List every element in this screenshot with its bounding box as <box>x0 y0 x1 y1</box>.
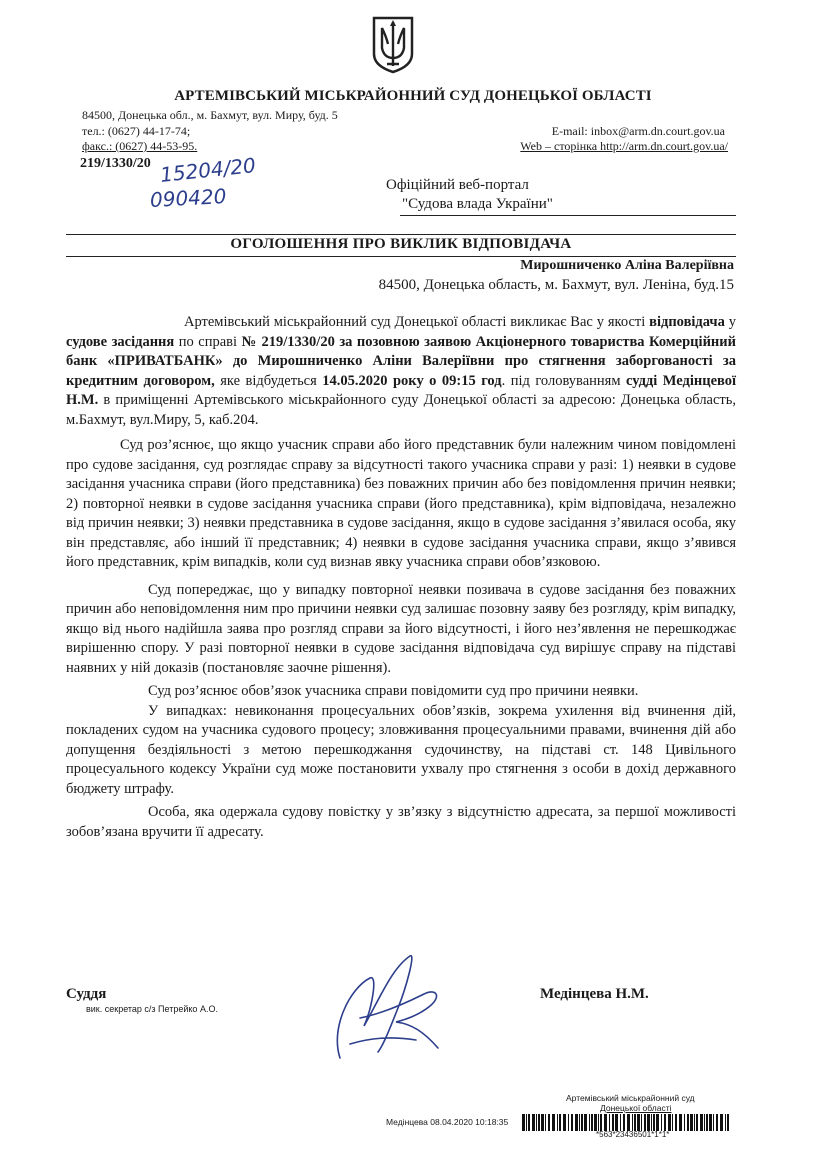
text: . під головуванням <box>501 372 626 389</box>
divider <box>400 215 736 216</box>
text-bold: відповідача <box>649 314 725 330</box>
portal-line-2: "Судова влада України" <box>402 196 553 212</box>
divider <box>66 256 736 257</box>
recipient-name: Мирошниченко Аліна Валеріївна <box>520 258 734 273</box>
portal-line-1: Офіційний веб-портал <box>386 177 529 193</box>
court-address: 84500, Донецька обл., м. Бахмут, вул. Миру, буд. 5 <box>82 108 338 122</box>
text-bold: 14.05.2020 року о 09:15 год <box>322 372 502 389</box>
paragraph-fine: У випадках: невиконання процесуальних обов’язків, зокрема ухилення від вчинення дій, покладених судом на учасника судового процесу; зловживання процесуальними правами, вчинення дій або допущення бездіяльності з метою перешкоджання судочинству, на підставі ст. 148 Цивільного процесуального кодексу України суд може постановити ухвалу про стягнення з особи в дохід державного бюджету штрафу. <box>66 702 736 797</box>
court-website: Web – сторінка http://arm.dn.court.gov.ua/ <box>520 139 728 153</box>
recipient-address: 84500, Донецька область, м. Бахмут, вул. Леніна, буд.15 <box>378 277 734 293</box>
text-bold: судове засідання <box>66 333 175 350</box>
text: у <box>724 314 736 330</box>
divider <box>66 234 736 235</box>
stamp-court: Артемівський міськрайонний суд <box>566 1093 695 1103</box>
text: яке відбудеться <box>214 372 323 389</box>
text-bold: судді Медінцевої Н.М. <box>66 372 737 408</box>
court-phone: тел.: (0627) 44-17-74; <box>82 124 191 138</box>
text: в приміщенні Артемівського міськрайонного суду Донецької області за адресою: Донецька область, м.Бахмут, вул.Миру, 5, каб.204. <box>66 392 736 428</box>
trident-emblem-icon <box>370 14 416 74</box>
handwritten-date: 090420 <box>149 184 227 212</box>
case-reference: 219/1330/20 <box>80 156 151 171</box>
handwritten-number: 15204/20 <box>159 153 257 187</box>
signature-icon <box>320 948 460 1070</box>
text: Артемівський міськрайонний суд Донецької області викликає Вас у якості <box>184 314 650 330</box>
judge-name: Медінцева Н.М. <box>540 986 649 1002</box>
paragraph-duty: Суд роз’яснює обов’язок учасника справи повідомити суд про причини неявки. <box>148 683 639 699</box>
text-bold: № 219/1330/20 за позовною заявою Акціонерного товариства Комерційний банк «ПРИВАТБАНК» до Мирошниченко Аліни Валеріївни про стягнення заборгованості за кредитним договором, <box>66 333 736 389</box>
document-heading: ОГОЛОШЕННЯ ПРО ВИКЛИК ВІДПОВІДАЧА <box>230 236 572 252</box>
barcode-number: *563*23436501*1*1* <box>596 1130 670 1139</box>
court-email: E-mail: inbox@arm.dn.court.gov.ua <box>551 124 725 138</box>
court-name: АРТЕМІВСЬКИЙ МІСЬКРАЙОННИЙ СУД ДОНЕЦЬКОЇ ОБЛАСТІ <box>174 88 652 104</box>
paragraph-summons <box>66 313 736 430</box>
barcode-date: Медінцева 08.04.2020 10:18:35 <box>386 1117 509 1127</box>
barcode <box>522 1114 732 1131</box>
text: по справі <box>174 333 242 350</box>
body-text <box>66 313 736 842</box>
paragraph-delivery: Особа, яка одержала судову повістку у зв’язку з відсутністю адресата, за першої можливості зобов’язана вручити її адресату. <box>66 804 736 840</box>
secretary-name: вик. секретар с/з Петрейко А.О. <box>86 1004 218 1014</box>
judge-label: Суддя <box>66 986 107 1002</box>
paragraph-absence: Суд роз’яснює, що якщо учасник справи або його представник були належним чином повідомлені про судове засідання, суд розглядає справу за відсутності такого учасника справи у разі: 1) неявки в судове засідання учасника справи (його представника) без поважних причин або без повідомлення причин неявки; 2) повторної неявки в судове засідання учасника справи (його представника), крім відповідача, незалежно від причин неявки; 3) неявки представника в судове засідання, якщо в судове засідання з’явилася особа, яку він представляє, або інший її представник; 4) неявки в судове засідання учасника справи, якщо з’явився його представник, крім випадків, коли суд визнав явку учасника справи обов’язковою. <box>66 437 736 570</box>
court-fax: факс.: (0627) 44-53-95. <box>82 139 198 153</box>
paragraph-warning: Суд попереджає, що у випадку повторної неявки позивача в судове засідання без поважних причин або неповідомлення ним про причини неявки суд залишає позовну заяву без розгляду, крім випадку, якщо від нього надійшла заява про розгляд справи за його відсутності, і його нез’явлення не перешкоджає вирішенню спору. У разі повторної неявки в судове засідання відповідача суд вирішує справу на підставі наявних у ній доказів (постановляє заочне рішення). <box>66 581 736 676</box>
stamp-region: Донецької області <box>600 1103 672 1113</box>
